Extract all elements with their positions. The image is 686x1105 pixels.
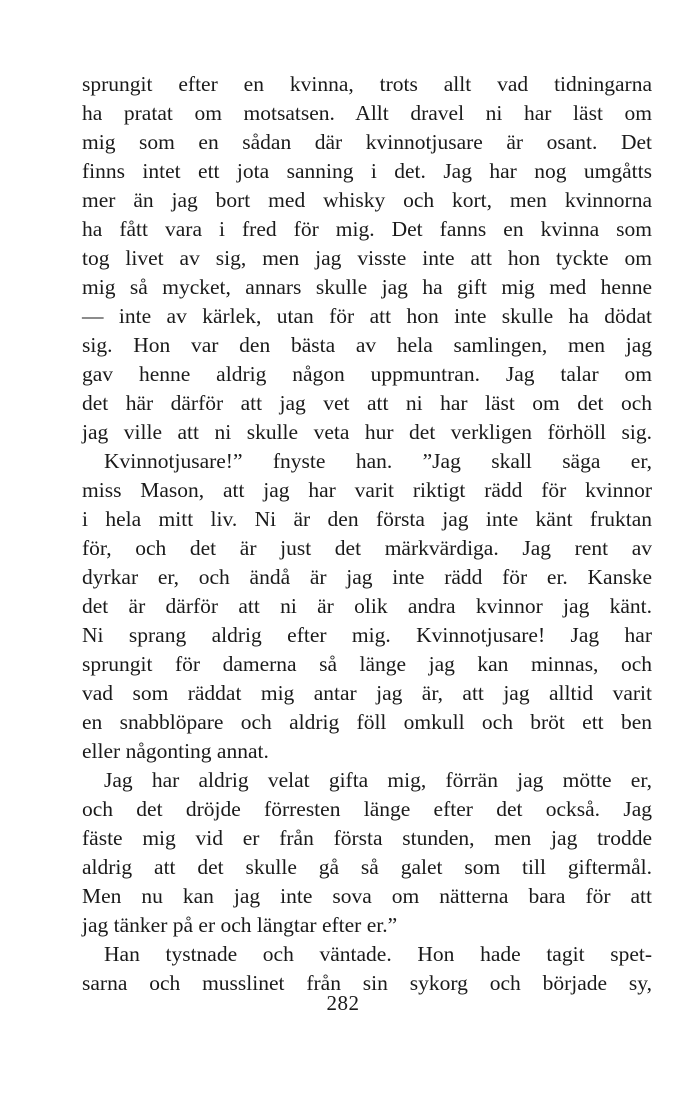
text-line: ha fått vara i fred för mig. Det fanns en kvinna som bbox=[82, 217, 652, 241]
text-line: jag tänker på er och längtar efter er.” bbox=[82, 913, 398, 937]
text-line: en snabblöpare och aldrig föll omkull och bröt ett ben bbox=[82, 710, 652, 734]
text-line: finns intet ett jota sanning i det. Jag har nog umgåtts bbox=[82, 159, 652, 183]
text-line: i hela mitt liv. Ni är den första jag inte känt fruktan bbox=[82, 507, 652, 531]
text-line: vad som räddat mig antar jag är, att jag alltid varit bbox=[82, 681, 652, 705]
text-line: eller någonting annat. bbox=[82, 739, 269, 763]
text-line: miss Mason, att jag har varit riktigt rädd för kvinnor bbox=[82, 478, 652, 502]
text-line: tog livet av sig, men jag visste inte att hon tyckte om bbox=[82, 246, 652, 270]
text-line: Han tystnade och väntade. Hon hade tagit spet- bbox=[104, 942, 652, 966]
page-number: 282 bbox=[326, 991, 360, 1015]
text-line: fäste mig vid er från första stunden, men jag trodde bbox=[82, 826, 652, 850]
text-line: ha pratat om motsatsen. Allt dravel ni har läst om bbox=[82, 101, 652, 125]
text-line: sprungit för damerna så länge jag kan minnas, och bbox=[82, 652, 652, 676]
text-line: dyrkar er, och ändå är jag inte rädd för er. Kanske bbox=[82, 565, 652, 589]
text-line: jag ville att ni skulle veta hur det verkligen förhöll sig. bbox=[82, 420, 652, 444]
text-line: för, och det är just det märkvärdiga. Jag rent av bbox=[82, 536, 652, 560]
text-line: mig som en sådan där kvinnotjusare är osant. Det bbox=[82, 130, 652, 154]
text-line: Men nu kan jag inte sova om nätterna bara för att bbox=[82, 884, 652, 908]
text-line: Ni sprang aldrig efter mig. Kvinnotjusare! Jag har bbox=[82, 623, 652, 647]
text-line: och det dröjde förresten länge efter det också. Jag bbox=[82, 797, 652, 821]
text-line: det här därför att jag vet att ni har läst om det och bbox=[82, 391, 652, 415]
text-line: mig så mycket, annars skulle jag ha gift mig med henne bbox=[82, 275, 652, 299]
text-line: det är därför att ni är olik andra kvinnor jag känt. bbox=[82, 594, 652, 618]
text-line: sig. Hon var den bästa av hela samlingen, men jag bbox=[82, 333, 652, 357]
text-line: aldrig att det skulle gå så galet som till giftermål. bbox=[82, 855, 652, 879]
text-line: sprungit efter en kvinna, trots allt vad tidningarna bbox=[82, 72, 652, 96]
text-line: mer än jag bort med whisky och kort, men kvinnorna bbox=[82, 188, 652, 212]
text-line: — inte av kärlek, utan för att hon inte skulle ha dödat bbox=[82, 304, 652, 328]
text-line: Jag har aldrig velat gifta mig, förrän jag mötte er, bbox=[104, 768, 652, 792]
body-text bbox=[82, 70, 652, 998]
text-line: sarna och musslinet från sin sykorg och började sy, bbox=[82, 971, 652, 995]
text-line: gav henne aldrig någon uppmuntran. Jag talar om bbox=[82, 362, 652, 386]
text-line: Kvinnotjusare!” fnyste han. ”Jag skall säga er, bbox=[104, 449, 652, 473]
